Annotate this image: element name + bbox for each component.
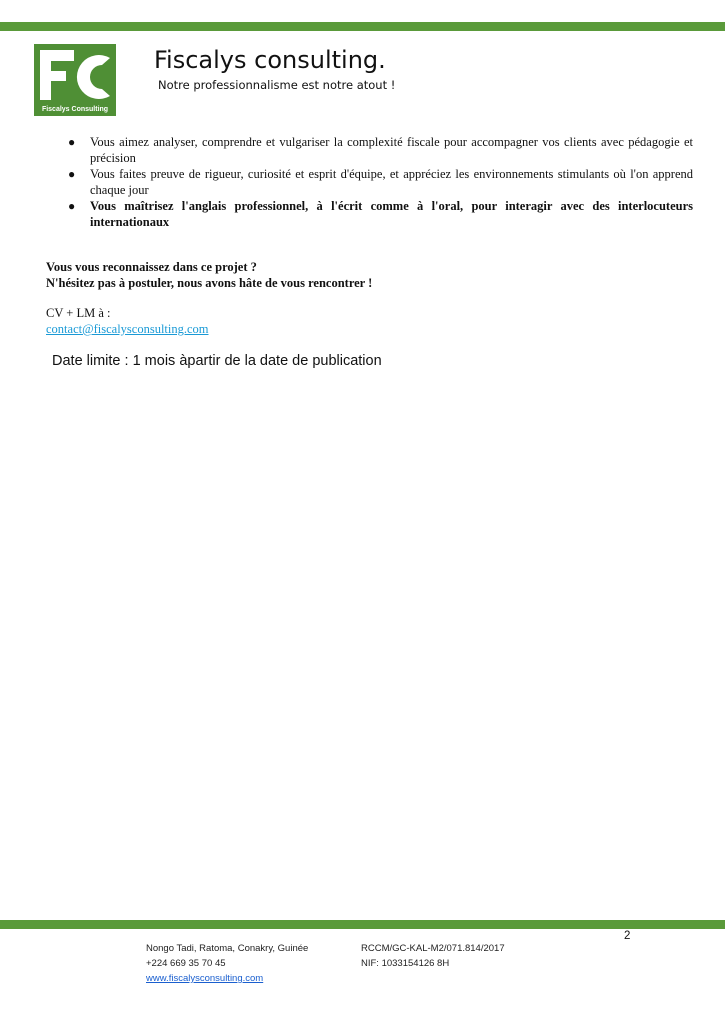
bullet-icon: ● <box>68 167 76 181</box>
cta-line-1: Vous vous reconnaissez dans ce projet ? <box>46 260 257 274</box>
list-item: ● Vous faites preuve de rigueur, curiosité et esprit d'équipe, et appréciez les environnements stimulants où l'on apprend chaque jour <box>68 167 693 197</box>
footer-nif: NIF: 1033154126 8H <box>361 958 450 969</box>
application-label: CV + LM à : <box>46 306 111 320</box>
list-item: ● Vous aimez analyser, comprendre et vulgariser la complexité fiscale pour accompagner vos clients avec pédagogie et précision <box>68 135 693 165</box>
cta-line-2: N'hésitez pas à postuler, nous avons hâte de vous rencontrer ! <box>46 276 373 290</box>
footer-address: Nongo Tadi, Ratoma, Conakry, Guinée <box>146 943 309 954</box>
company-name: Fiscalys consulting. <box>154 46 386 74</box>
footer-website-link[interactable]: www.fiscalysconsulting.com <box>146 973 264 984</box>
deadline-text: Date limite : 1 mois àpartir de la date de publication <box>52 353 382 369</box>
footer-rccm: RCCM/GC-KAL-M2/071.814/2017 <box>361 943 505 954</box>
logo-caption: Fiscalys Consulting <box>41 106 109 113</box>
page-number: 2 <box>624 930 631 942</box>
application-block <box>46 305 209 337</box>
header-rule <box>0 22 725 31</box>
bullet-icon: ● <box>68 199 76 213</box>
bullet-icon: ● <box>68 135 76 149</box>
call-to-action <box>46 259 372 291</box>
contact-email-link[interactable]: contact@fiscalysconsulting.com <box>46 322 209 336</box>
requirements-list <box>68 134 693 230</box>
footer-contact <box>146 941 308 986</box>
tagline: Notre professionnalisme est notre atout ! <box>158 78 396 92</box>
footer-rule <box>0 920 725 929</box>
company-logo <box>34 44 116 116</box>
footer-registration <box>361 941 505 971</box>
list-item: ● Vous maîtrisez l'anglais professionnel, à l'écrit comme à l'oral, pour interagir avec des interlocuteurs internationaux <box>68 199 693 229</box>
footer-phone: +224 669 35 70 45 <box>146 958 226 969</box>
